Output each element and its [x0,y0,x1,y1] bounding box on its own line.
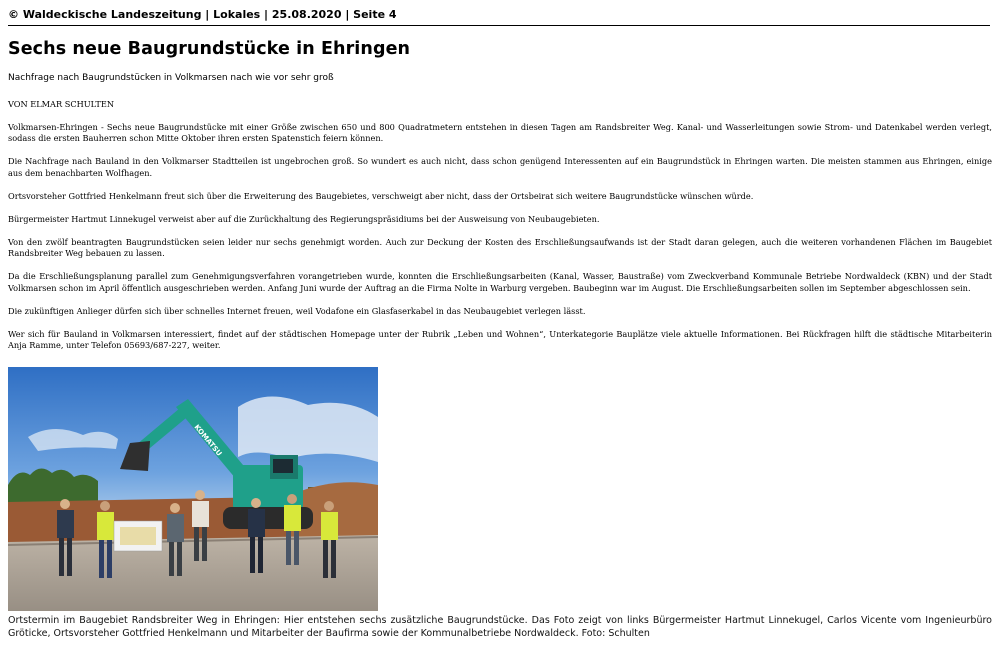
photo-caption: Ortstermin im Baugebiet Randsbreiter Weg in Ehringen: Hier entstehen sechs zusätzliche Baugrundstücke. Das Foto zeigt von links Bürgermeister Hartmut Linnekugel, Carlos Vicente vom Ingenieurbüro Gröticke, Ortsvorsteher Gottfried Henkelmann und Mitarbeiter der Baufirma sowie der Kommunalbetriebe Nordwaldeck. Foto: Schulten [8,615,992,639]
article-paragraph: Ortsvorsteher Gottfried Henkelmann freut sich über die Erweiterung des Baugebietes, verschweigt aber nicht, dass der Ortsbeirat sich weitere Baugrundstücke wünschen würde. [8,190,754,201]
article-paragraph: Volkmarsen-Ehringen - Sechs neue Baugrundstücke mit einer Größe zwischen 650 und 800 Quadratmetern entstehen in diesen Tagen am Randsbreiter Weg. Kanal- und Wasserleitungen sowie Strom- und Datenkabel werden verlegt, sodass die ersten Bauherren schon Mitte Oktober ihren ersten Spatenstich feiern können. [8,121,992,143]
article-photo [8,367,378,611]
article-paragraph: Da die Erschließungsplanung parallel zum Genehmigungsverfahren vorangetrieben wurde, konnten die Erschließungsarbeiten (Kanal, Wasser, Baustraße) vom Zweckverband Kommunale Betriebe Nordwaldeck (KBN) und der Stadt Volkmarsen schon im April öffentlich ausgeschrieben werden. Anfang Juni wurde der Auftrag an die Firma Nolte in Warburg vergeben. Baubeginn war im August. Die Erschließungsarbeiten sollen im September abgeschlossen sein. [8,271,992,293]
article-paragraph: Die Nachfrage nach Bauland in den Volkmarser Stadtteilen ist ungebrochen groß. So wundert es auch nicht, dass schon genügend Interessenten auf ein Baugrundstück in Ehringen warten. Die meisten stammen aus Ehringen, einige aus dem benachbarten Wolfhagen. [8,156,992,178]
article-body [8,99,992,363]
article-paragraph: Die zukünftigen Anlieger dürfen sich über schnelles Internet freuen, weil Vodafone ein Glasfaserkabel in das Neubaugebiet verlegen lässt. [8,305,586,316]
excavator-brand-label: KOMATSU [192,423,224,458]
article-paragraph: Bürgermeister Hartmut Linnekugel verweist aber auf die Zurückhaltung des Regierungspräsidiums bei der Ausweisung von Neubaugebieten. [8,213,600,224]
article-subtitle: Nachfrage nach Baugrundstücken in Volkmarsen nach wie vor sehr groß [8,73,334,83]
plan-sign [114,521,162,551]
article-author: VON ELMAR SCHULTEN [8,99,115,109]
publication-header: © Waldeckische Landeszeitung | Lokales | 25.08.2020 | Seite 4 [8,8,990,26]
article-headline: Sechs neue Baugrundstücke in Ehringen [8,39,411,59]
article-paragraph: Von den zwölf beantragten Baugrundstücken seien leider nur sechs genehmigt worden. Auch zur Deckung der Kosten des Erschließungsaufwands ist der Stadt daran gelegen, auch die weiteren vorhandenen Flächen im Baugebiet Randsbreiter Weg bebauen zu lassen. [8,236,992,258]
article-paragraph: Wer sich für Bauland in Volkmarsen interessiert, findet auf der städtischen Homepage unter der Rubrik „Leben und Wohnen“, Unterkategorie Bauplätze viele aktuelle Informationen. Bei Rückfragen hilft die städtische Mitarbeiterin Anja Ramme, unter Telefon 05693/687-227, weiter. [8,328,992,350]
